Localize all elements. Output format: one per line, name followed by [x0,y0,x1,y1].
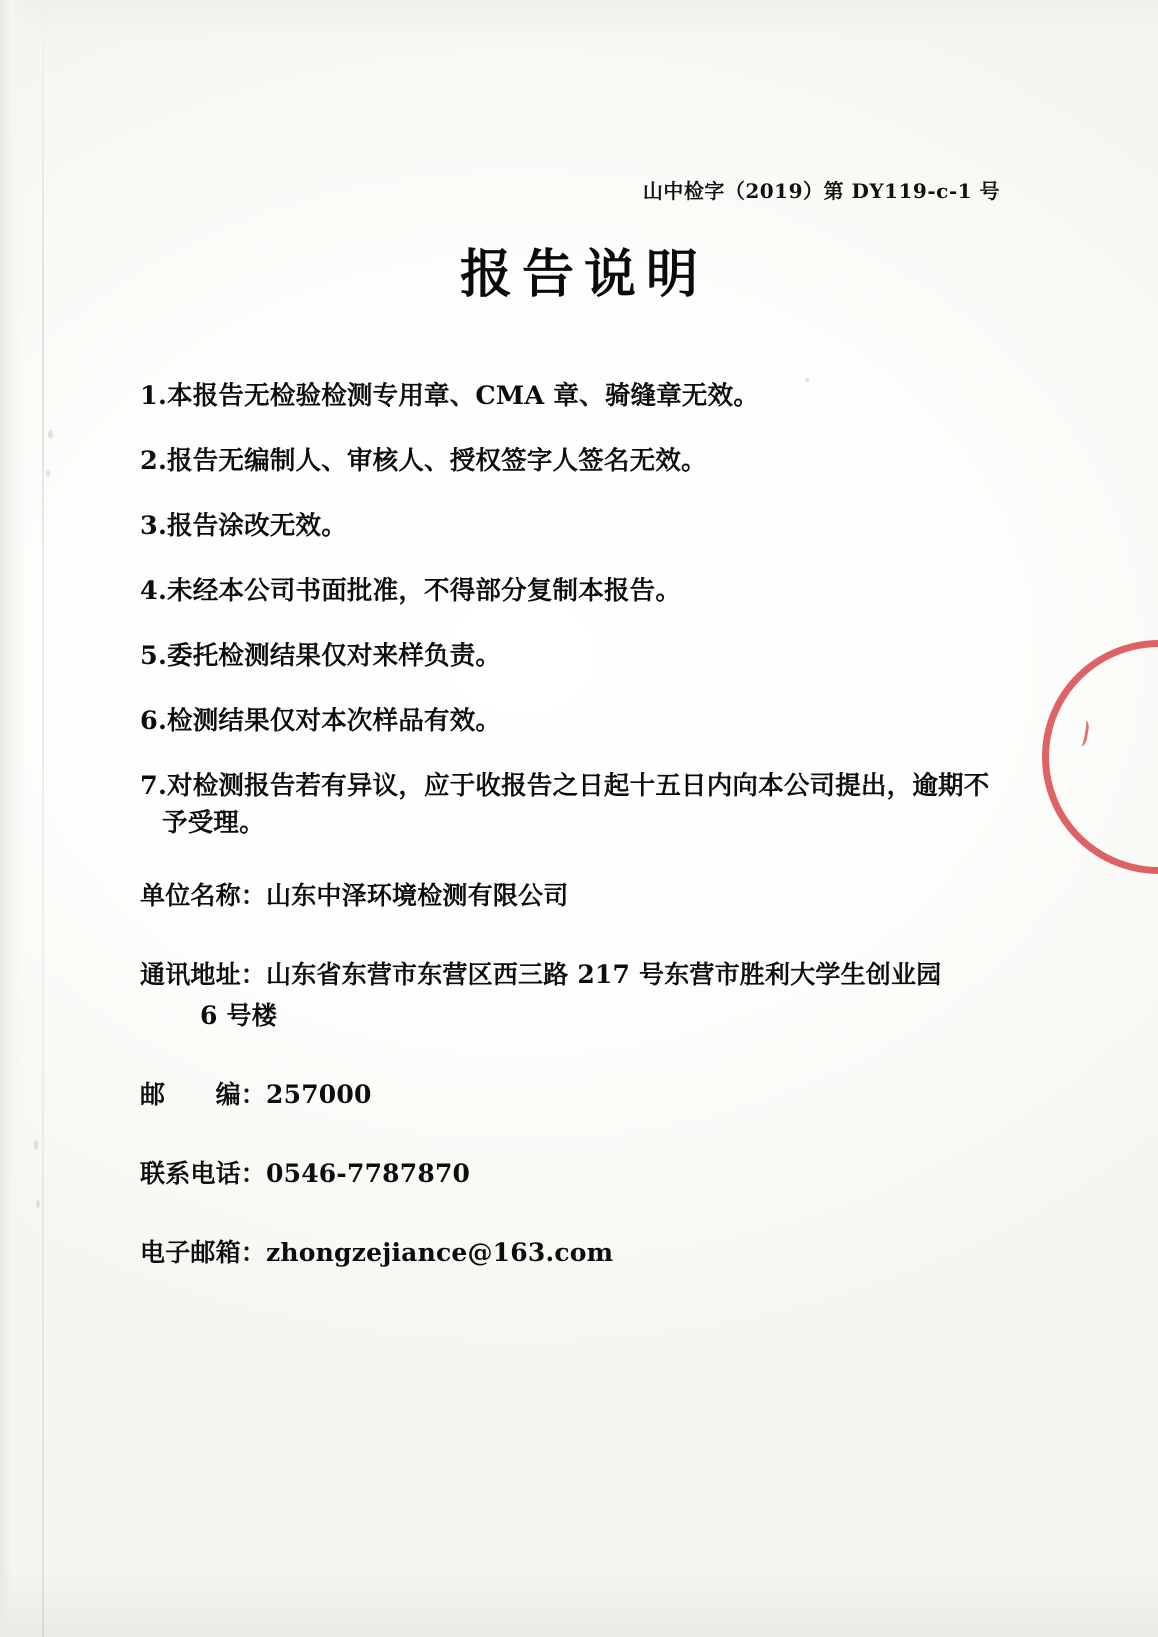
red-seal-arc [1042,640,1158,874]
contact-label: 电子邮箱： [140,1238,267,1267]
paper-edge-bottom [0,1567,1158,1637]
scan-speckle [36,1200,40,1208]
page-title: 报告说明 [459,244,708,305]
contact-info [140,878,1020,1314]
contact-row-company [140,878,1020,913]
clause-item [140,508,1000,545]
clause-number: 1. [140,381,168,411]
contact-row-email [140,1235,1020,1270]
contact-value: 山东中泽环境检测有限公司 [266,881,569,910]
clause-item [140,573,1000,610]
scan-speckle [46,470,50,477]
clause-number: 4. [140,575,168,606]
contact-value-continuation: 6 号楼 [200,1001,277,1030]
clause-text-continuation: 予受理。 [162,807,265,838]
clause-text: 本报告无检验检测专用章、CMA 章、骑缝章无效。 [167,381,760,411]
clause-number: 3. [140,510,168,541]
contact-label: 邮 编： [140,1080,267,1109]
clause-text: 报告涂改无效。 [167,510,347,541]
clause-item [140,768,1000,842]
clause-number: 5. [140,640,168,671]
clause-text: 未经本公司书面批准，不得部分复制本报告。 [167,575,682,606]
contact-value: 0546-7787870 [266,1159,471,1188]
contact-label: 通讯地址： [140,960,267,989]
clause-item [140,703,1000,740]
clause-text: 对检测报告若有异议，应于收报告之日起十五日内向本公司提出，逾期不 [167,770,990,801]
contact-value: 257000 [266,1080,372,1109]
contact-row-address [140,957,1020,1033]
clause-number: 7. [140,770,168,801]
clause-text: 委托检测结果仅对来样负责。 [167,640,502,671]
contact-value: zhongzejiance@163.com [266,1238,614,1267]
clause-item [140,378,1000,415]
contact-label: 单位名称： [140,881,267,910]
red-seal-mark [1075,719,1090,747]
clause-text: 检测结果仅对本次样品有效。 [167,705,502,736]
contact-value: 山东省东营市东营区西三路 217 号东营市胜利大学生创业园 [266,960,942,989]
document-number: 山中检字（2019）第 DY119-c-1 号 [642,179,1000,203]
contact-row-postcode [140,1077,1020,1112]
clause-number: 2. [140,445,168,476]
contact-row-phone [140,1156,1020,1191]
scan-speckle [48,430,53,439]
clause-item [140,638,1000,675]
scan-speckle [34,1140,38,1150]
paper-edge-top [0,0,1158,40]
clause-item [140,443,1000,480]
clause-number: 6. [140,705,168,736]
contact-label: 联系电话： [140,1159,267,1188]
clause-text: 报告无编制人、审核人、授权签字人签名无效。 [167,445,707,476]
clause-list [140,378,1000,870]
